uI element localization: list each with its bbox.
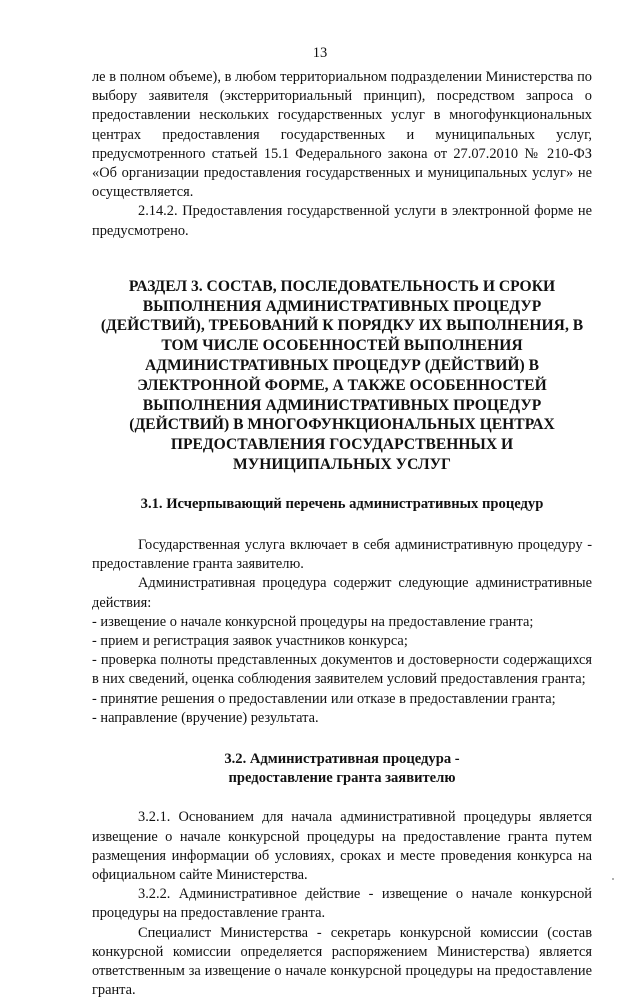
action-list-item: - принятие решения о предоставлении или отказе в предоставлении гранта; bbox=[92, 690, 556, 707]
section-3-heading: РАЗДЕЛ 3. СОСТАВ, ПОСЛЕДОВАТЕЛЬНОСТЬ И СРОКИ ВЫПОЛНЕНИЯ АДМИНИСТРАТИВНЫХ ПРОЦЕДУР (ДЕЙСТВИЙ), ТРЕБОВАНИЙ К ПОРЯДКУ ИХ ВЫПОЛНЕНИЯ, В ТОМ ЧИСЛЕ ОСОБЕННОСТЕЙ ВЫПОЛНЕНИЯ АДМИНИСТРАТИВНЫХ ПРОЦЕДУР (ДЕЙСТВИЙ) В ЭЛЕКТРОННОЙ ФОРМЕ, А ТАКЖЕ ОСОБЕННОСТЕЙ ВЫПОЛНЕНИЯ АДМИНИСТРАТИВНЫХ ПРОЦЕДУР (ДЕЙСТВИЙ) В МНОГОФУНКЦИОНАЛЬНЫХ ЦЕНТРАХ ПРЕДОСТАВЛЕНИЯ ГОСУДАРСТВЕННЫХ И МУНИЦИПАЛЬНЫХ УСЛУГ bbox=[100, 277, 584, 473]
action-list-item: - направление (вручение) результата. bbox=[92, 709, 319, 726]
action-list-item: - прием и регистрация заявок участников конкурса; bbox=[92, 633, 408, 650]
document-body bbox=[92, 68, 592, 1000]
subsection-3-1-heading: 3.1. Исчерпывающий перечень административных процедур bbox=[140, 495, 544, 512]
subsection-3-1-paragraph-2: Административная процедура содержит следующие административные действия: bbox=[92, 575, 592, 611]
subsection-3-2-heading-line-1: 3.2. Административная процедура - bbox=[224, 751, 460, 768]
intro-paragraph-2142: 2.14.2. Предоставления государственной услуги в электронной форме не предусмотрено. bbox=[92, 203, 592, 239]
subsection-3-2-heading-line-2: предоставление гранта заявителю bbox=[228, 770, 456, 787]
intro-paragraph: ле в полном объеме), в любом территориальном подразделении Министерства по выбору заявителя (экстерриториальный принцип), посредством запроса о предоставлении нескольких государственных услуг в многофункциональных центрах предоставления государственных и муниципальных услуг, предусмотренного статьей 15.1 Федерального закона от 27.07.2010 № 210-ФЗ «Об организации предоставления государственных и муниципальных услуг» не осуществляется. bbox=[92, 69, 592, 201]
subsection-3-2-paragraph-3: Специалист Министерства - секретарь конкурсной комиссии (состав конкурсной комиссии определяется распоряжением Министерства) является ответственным за извещение о начале конкурсной процедуры на предоставление гранта. bbox=[92, 924, 592, 999]
subsection-3-2-heading bbox=[92, 750, 592, 788]
subsection-3-2-paragraph-2: 3.2.2. Административное действие - извещение о начале конкурсной процедуры на предоставление гранта. bbox=[92, 886, 592, 922]
action-list-item: - проверка полноты представленных документов и достоверности содержащихся в них сведений, оценка соблюдения заявителем условий предоставления гранта; bbox=[92, 652, 592, 688]
action-list-item: - извещение о начале конкурсной процедуры на предоставление гранта; bbox=[92, 613, 534, 630]
page-number: 13 bbox=[312, 45, 328, 61]
subsection-3-2-paragraph-1: 3.2.1. Основанием для начала административной процедуры является извещение о начале конкурсной процедуры на предоставление гранта путем размещения информации об условиях, сроках и месте проведения конкурса на официальном сайте Министерства. bbox=[92, 809, 592, 884]
action-list bbox=[92, 613, 592, 728]
subsection-3-1-paragraph-1: Государственная услуга включает в себя административную процедуру - предоставление гранта заявителю. bbox=[92, 537, 592, 573]
scan-speck bbox=[612, 878, 614, 880]
